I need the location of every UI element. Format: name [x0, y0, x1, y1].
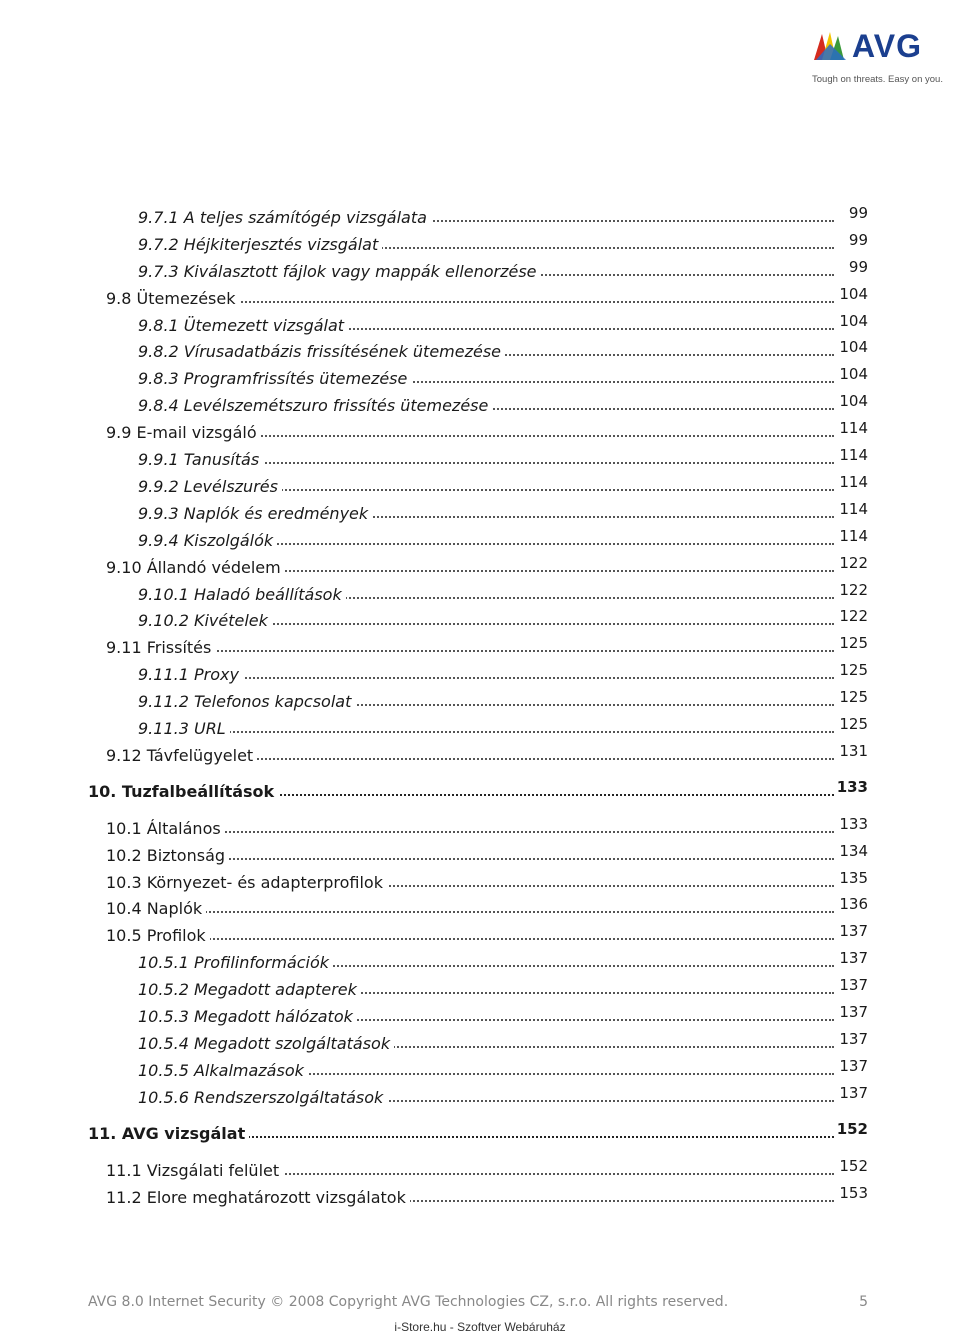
toc-entry-label: 9.9.3 Naplók és eredmények — [138, 504, 372, 524]
toc-entry-page: 125 — [839, 634, 868, 652]
toc-entry[interactable] — [138, 367, 868, 391]
toc-entry-label: 9.9.1 Tanusítás — [138, 450, 263, 470]
toc-entry-page: 137 — [839, 1057, 868, 1075]
toc-entry-page: 125 — [839, 661, 868, 679]
toc-entry-label: 9.9.2 Levélszurés — [138, 477, 282, 497]
toc-entry-label: 10.5.1 Profilinformációk — [138, 953, 333, 973]
toc-entry[interactable] — [138, 609, 868, 633]
toc-entry-label: 10.5.5 Alkalmazások — [138, 1061, 308, 1081]
toc-entry[interactable] — [138, 233, 868, 257]
toc-entry[interactable] — [138, 502, 868, 526]
toc-entry[interactable] — [106, 817, 868, 841]
toc-entry-page: 104 — [839, 365, 868, 383]
toc-entry-page: 125 — [839, 688, 868, 706]
toc-entry-label: 9.11.2 Telefonos kapcsolat — [138, 692, 355, 712]
toc-entry[interactable] — [138, 1005, 868, 1029]
toc-leader-dots — [106, 938, 834, 940]
logo-tagline: Tough on threats. Easy on you. — [812, 74, 943, 85]
toc-entry[interactable] — [106, 871, 868, 895]
toc-entry-page: 114 — [839, 446, 868, 464]
toc-entry[interactable] — [106, 636, 868, 660]
toc-entry[interactable] — [138, 529, 868, 553]
toc-entry[interactable] — [138, 583, 868, 607]
toc-entry-label: 10.3 Környezet- és adapterprofilok — [106, 873, 387, 893]
toc-entry[interactable] — [138, 448, 868, 472]
footer-page-number: 5 — [859, 1294, 868, 1310]
toc-entry[interactable] — [106, 1159, 868, 1183]
toc-entry-page: 137 — [839, 1003, 868, 1021]
toc-entry-page: 137 — [839, 1030, 868, 1048]
toc-entry[interactable] — [138, 1086, 868, 1110]
toc-entry-label: 11.2 Elore meghatározott vizsgálatok — [106, 1188, 410, 1208]
toc-entry-label: 9.7.1 A teljes számítógép vizsgálata — [138, 208, 431, 228]
toc-entry-label: 9.11 Frissítés — [106, 638, 215, 658]
toc-entry-page: 135 — [839, 869, 868, 887]
toc-entry-page: 122 — [839, 554, 868, 572]
toc-entry-page: 137 — [839, 976, 868, 994]
toc-entry[interactable] — [88, 1122, 868, 1146]
toc-entry-page: 104 — [839, 392, 868, 410]
toc-entry-page: 134 — [839, 842, 868, 860]
toc-entry-label: 10.2 Biztonság — [106, 846, 229, 866]
toc-entry-page: 152 — [839, 1157, 868, 1175]
toc-entry[interactable] — [138, 340, 868, 364]
toc-entry-label: 9.8.4 Levélszemétszuro frissítés ütemezése — [138, 396, 492, 416]
toc-entry[interactable] — [106, 744, 868, 768]
toc-leader-dots — [138, 731, 834, 733]
toc-entry[interactable] — [138, 206, 868, 230]
toc-entry-page: 122 — [839, 581, 868, 599]
toc-entry[interactable] — [106, 1186, 868, 1210]
toc-leader-dots — [106, 911, 834, 913]
toc-entry-label: 9.11.1 Proxy — [138, 665, 243, 685]
toc-entry-label: 10.1 Általános — [106, 819, 225, 839]
toc-entry[interactable] — [106, 421, 868, 445]
toc-entry-page: 114 — [839, 527, 868, 545]
toc-entry-label: 9.9.4 Kiszolgálók — [138, 531, 277, 551]
toc-entry[interactable] — [138, 314, 868, 338]
toc-entry-label: 9.8.3 Programfrissítés ütemezése — [138, 369, 411, 389]
toc-entry[interactable] — [138, 475, 868, 499]
toc-entry-page: 125 — [839, 715, 868, 733]
toc-entry[interactable] — [138, 1059, 868, 1083]
toc-entry-label: 9.12 Távfelügyelet — [106, 746, 257, 766]
toc-entry-label: 9.11.3 URL — [138, 719, 230, 739]
toc-entry-page: 104 — [839, 285, 868, 303]
toc-entry-page: 114 — [839, 473, 868, 491]
toc-entry-page: 99 — [848, 204, 868, 222]
toc-entry-page: 104 — [839, 312, 868, 330]
toc-entry-label: 10.5 Profilok — [106, 926, 210, 946]
toc-entry-page: 153 — [839, 1184, 868, 1202]
toc-entry-page: 133 — [839, 815, 868, 833]
toc-entry[interactable] — [138, 1032, 868, 1056]
toc-entry-label: 10.5.6 Rendszerszolgáltatások — [138, 1088, 387, 1108]
toc-entry-label: 9.8 Ütemezések — [106, 289, 239, 309]
toc-entry-page: 137 — [839, 1084, 868, 1102]
toc-entry-page: 137 — [839, 922, 868, 940]
store-credit: i-Store.hu - Szoftver Webáruház — [394, 1320, 566, 1334]
toc-entry-label: 9.10 Állandó védelem — [106, 558, 285, 578]
toc-entry-page: 133 — [836, 778, 868, 796]
toc-entry-page: 136 — [839, 895, 868, 913]
toc-entry-page: 99 — [848, 258, 868, 276]
toc-entry[interactable] — [138, 951, 868, 975]
toc-entry[interactable] — [138, 690, 868, 714]
toc-entry-label: 10.5.3 Megadott hálózatok — [138, 1007, 357, 1027]
toc-entry[interactable] — [138, 717, 868, 741]
toc-entry[interactable] — [106, 924, 868, 948]
toc-entry-label: 11. AVG vizsgálat — [88, 1124, 249, 1144]
toc-entry-page: 131 — [839, 742, 868, 760]
toc-entry-page: 122 — [839, 607, 868, 625]
toc-entry-label: 9.10.1 Haladó beállítások — [138, 585, 346, 605]
toc-entry[interactable] — [138, 978, 868, 1002]
toc-entry-label: 11.1 Vizsgálati felület — [106, 1161, 283, 1181]
toc-entry-label: 10.4 Naplók — [106, 899, 206, 919]
toc-entry-label: 10.5.2 Megadott adapterek — [138, 980, 361, 1000]
toc-entry[interactable] — [106, 897, 868, 921]
toc-entry[interactable] — [106, 556, 868, 580]
toc-entry[interactable] — [88, 780, 868, 804]
toc-entry[interactable] — [106, 844, 868, 868]
toc-entry-label: 9.9 E-mail vizsgáló — [106, 423, 261, 443]
toc-entry-label: 9.8.1 Ütemezett vizsgálat — [138, 316, 348, 336]
toc-entry-page: 104 — [839, 338, 868, 356]
toc-entry-label: 9.10.2 Kivételek — [138, 611, 272, 631]
toc-entry-page: 152 — [836, 1120, 868, 1138]
toc-entry-page: 99 — [848, 231, 868, 249]
toc-entry-label: 9.8.2 Vírusadatbázis frissítésének ütemezése — [138, 342, 505, 362]
toc-entry-label: 9.7.2 Héjkiterjesztés vizsgálat — [138, 235, 382, 255]
toc-entry[interactable] — [138, 260, 868, 284]
toc-entry-page: 114 — [839, 419, 868, 437]
toc-entry-label: 9.7.3 Kiválasztott fájlok vagy mappák ellenorzése — [138, 262, 541, 282]
toc-entry-page: 114 — [839, 500, 868, 518]
toc-entry[interactable] — [138, 663, 868, 687]
logo-wordmark: AVG — [852, 28, 922, 64]
toc-entry-label: 10. Tuzfalbeállítások — [88, 782, 278, 802]
toc-entry[interactable] — [106, 287, 868, 311]
footer-copyright: AVG 8.0 Internet Security © 2008 Copyright AVG Technologies CZ, s.r.o. All rights reserved. — [88, 1294, 729, 1310]
toc-entry-page: 137 — [839, 949, 868, 967]
toc-entry-label: 10.5.4 Megadott szolgáltatások — [138, 1034, 394, 1054]
toc-entry[interactable] — [138, 394, 868, 418]
